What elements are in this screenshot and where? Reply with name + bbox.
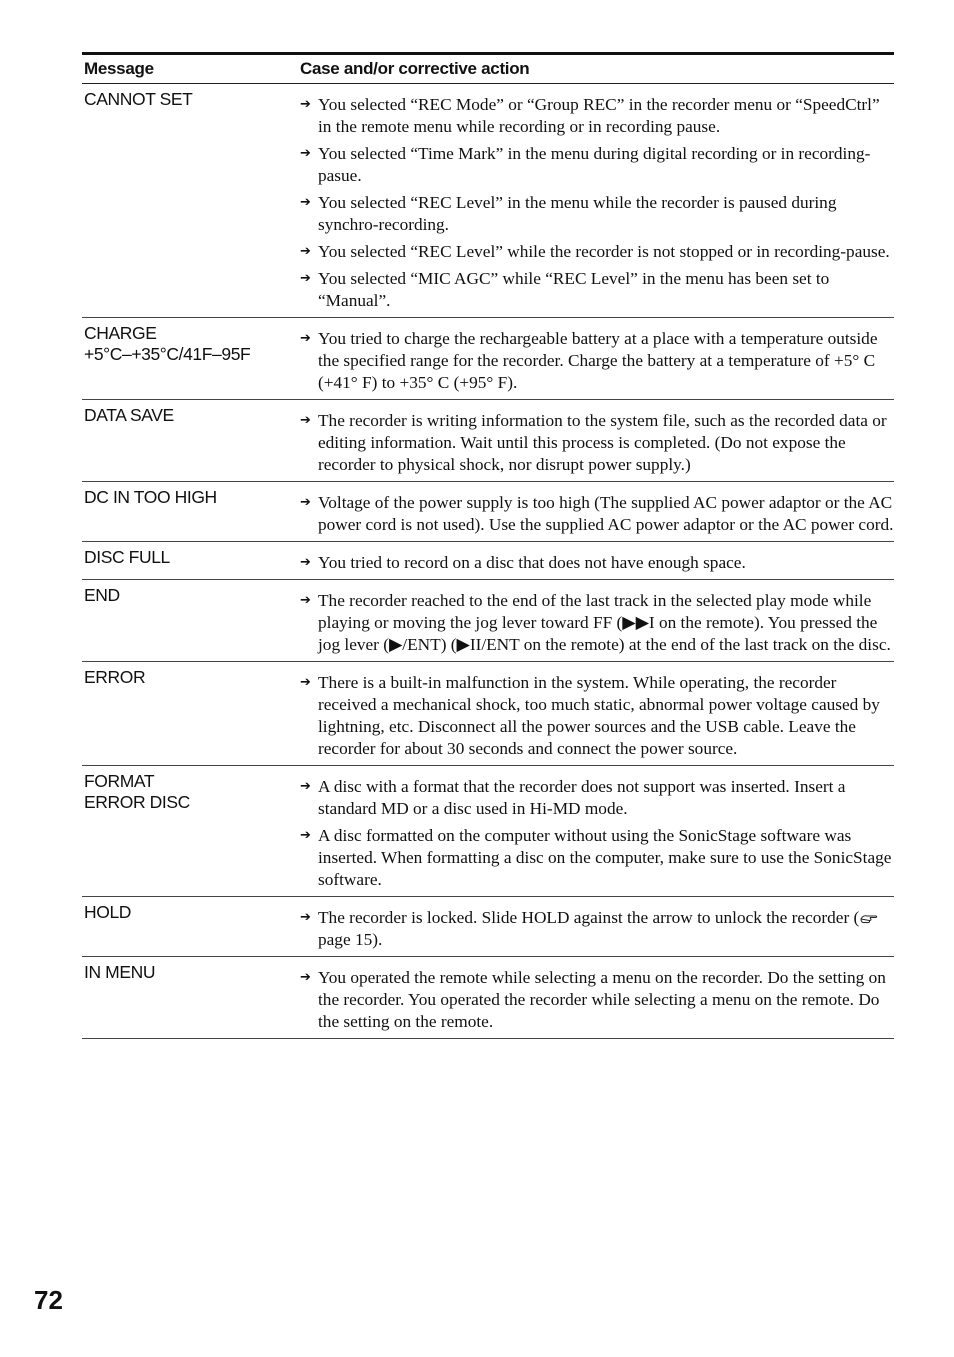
action-text	[318, 492, 894, 536]
action-item	[300, 94, 894, 138]
table-row	[82, 400, 894, 482]
arrow-right-icon: ➔	[300, 675, 311, 690]
action-cell	[300, 405, 894, 476]
action-text-main: The recorder is locked. Slide HOLD against the arrow to unlock the recorder (	[318, 908, 860, 927]
action-text-main: The recorder reached to the end of the last track in the selected play mode while playing or moving the jog lever toward FF (▶▶I on the remote). You pressed the jog lever (▶/ENT) (▶II/ENT on the remote) at the end of the last track on the disc.	[318, 591, 891, 654]
action-text	[318, 328, 894, 394]
action-item	[300, 492, 894, 536]
table-row	[82, 662, 894, 766]
action-text-main: You selected “REC Mode” or “Group REC” in the recorder menu or “SpeedCtrl” in the remote menu while recording or in recording pause.	[318, 95, 880, 136]
arrow-right-icon: ➔	[300, 195, 311, 210]
action-text	[318, 94, 894, 138]
action-text-main: Voltage of the power supply is too high (The supplied AC power adaptor or the AC power cord is not used). Use the supplied AC power adaptor or the AC power cord.	[318, 493, 894, 534]
troubleshooting-table	[82, 52, 894, 1039]
action-cell	[300, 547, 894, 574]
message-cell: FORMAT ERROR DISC	[84, 771, 190, 812]
header-message: Message	[84, 59, 154, 78]
action-text	[318, 825, 894, 891]
page-number: 72	[34, 1285, 63, 1315]
action-cell	[300, 585, 894, 656]
arrow-right-icon: ➔	[300, 828, 311, 843]
action-text-main: You selected “REC Level” while the recorder is not stopped or in recording-pause.	[318, 242, 890, 261]
action-item	[300, 825, 894, 891]
action-text	[318, 672, 894, 760]
arrow-right-icon: ➔	[300, 910, 311, 925]
action-item	[300, 143, 894, 187]
table-row	[82, 897, 894, 957]
action-item	[300, 590, 894, 656]
message-cell: DISC FULL	[84, 547, 170, 567]
action-text-main: You tried to record on a disc that does not have enough space.	[318, 553, 746, 572]
action-text-main: The recorder is writing information to the system file, such as the recorded data or editing information. Wait until this process is completed. (Do not expose the recorder to physical shock, nor disrupt power supply.)	[318, 411, 887, 474]
table-row	[82, 766, 894, 897]
action-text	[318, 967, 894, 1033]
arrow-right-icon: ➔	[300, 555, 311, 570]
table-row	[82, 580, 894, 662]
message-cell: DATA SAVE	[84, 405, 174, 425]
action-text	[318, 241, 894, 263]
action-item	[300, 967, 894, 1033]
action-text	[318, 143, 894, 187]
arrow-right-icon: ➔	[300, 331, 311, 346]
action-item	[300, 410, 894, 476]
arrow-right-icon: ➔	[300, 146, 311, 161]
action-text-main: You selected “Time Mark” in the menu during digital recording or in recording-pasue.	[318, 144, 871, 185]
hand-pointer-icon	[860, 912, 878, 924]
action-text	[318, 192, 894, 236]
message-cell: CANNOT SET	[84, 89, 193, 109]
table-body	[82, 84, 894, 1039]
message-cell: CHARGE +5°C–+35°C/41F–95F	[84, 323, 251, 364]
action-cell	[300, 902, 894, 951]
table-row	[82, 318, 894, 400]
message-cell: HOLD	[84, 902, 132, 922]
message-cell: IN MENU	[84, 962, 156, 982]
action-text	[318, 552, 894, 574]
action-cell	[300, 323, 894, 394]
arrow-right-icon: ➔	[300, 97, 311, 112]
arrow-right-icon: ➔	[300, 779, 311, 794]
table-row	[82, 957, 894, 1039]
action-item	[300, 268, 894, 312]
action-item	[300, 192, 894, 236]
action-text	[318, 907, 894, 951]
arrow-right-icon: ➔	[300, 495, 311, 510]
message-cell: DC IN TOO HIGH	[84, 487, 217, 507]
arrow-right-icon: ➔	[300, 970, 311, 985]
action-text-main: A disc with a format that the recorder does not support was inserted. Insert a standard MD or a disc used in Hi-MD mode.	[318, 777, 846, 818]
table-header	[82, 55, 894, 84]
arrow-right-icon: ➔	[300, 413, 311, 428]
message-cell: ERROR	[84, 667, 146, 687]
arrow-right-icon: ➔	[300, 244, 311, 259]
arrow-right-icon: ➔	[300, 271, 311, 286]
action-text	[318, 590, 894, 656]
arrow-right-icon: ➔	[300, 593, 311, 608]
page-reference: page 15).	[318, 930, 383, 949]
header-action: Case and/or corrective action	[300, 59, 530, 78]
action-text	[318, 268, 894, 312]
action-text-main: You tried to charge the rechargeable battery at a place with a temperature outside the specified range for the recorder. Charge the battery at a temperature of +5° C (+41° F) to +35° C (+95° F).	[318, 329, 878, 392]
action-text	[318, 410, 894, 476]
action-text-main: You operated the remote while selecting a menu on the recorder. Do the setting on the recorder. You operated the recorder while selecting a menu on the remote. Do the setting on the remote.	[318, 968, 886, 1031]
table-row	[82, 542, 894, 580]
action-text-main: There is a built-in malfunction in the system. While operating, the recorder received a mechanical shock, too much static, abnormal power voltage caused by lightning, etc. Disconnect all the power sources and the USB cable. Leave the recorder for about 30 seconds and connect the power source.	[318, 673, 880, 758]
action-item	[300, 907, 894, 951]
action-text	[318, 776, 894, 820]
table-row	[82, 482, 894, 542]
action-text-main: You selected “MIC AGC” while “REC Level” in the menu has been set to “Manual”.	[318, 269, 830, 310]
action-cell	[300, 667, 894, 760]
action-item	[300, 672, 894, 760]
action-item	[300, 776, 894, 820]
action-cell	[300, 771, 894, 891]
action-item	[300, 328, 894, 394]
action-text-main: A disc formatted on the computer without using the SonicStage software was inserted. When formatting a disc on the computer, make sure to use the SonicStage software.	[318, 826, 892, 889]
action-text-main: You selected “REC Level” in the menu while the recorder is paused during synchro-recording.	[318, 193, 837, 234]
action-item	[300, 552, 894, 574]
action-cell	[300, 89, 894, 312]
message-cell: END	[84, 585, 120, 605]
table-row	[82, 84, 894, 318]
action-cell	[300, 487, 894, 536]
action-item	[300, 241, 894, 263]
action-cell	[300, 962, 894, 1033]
